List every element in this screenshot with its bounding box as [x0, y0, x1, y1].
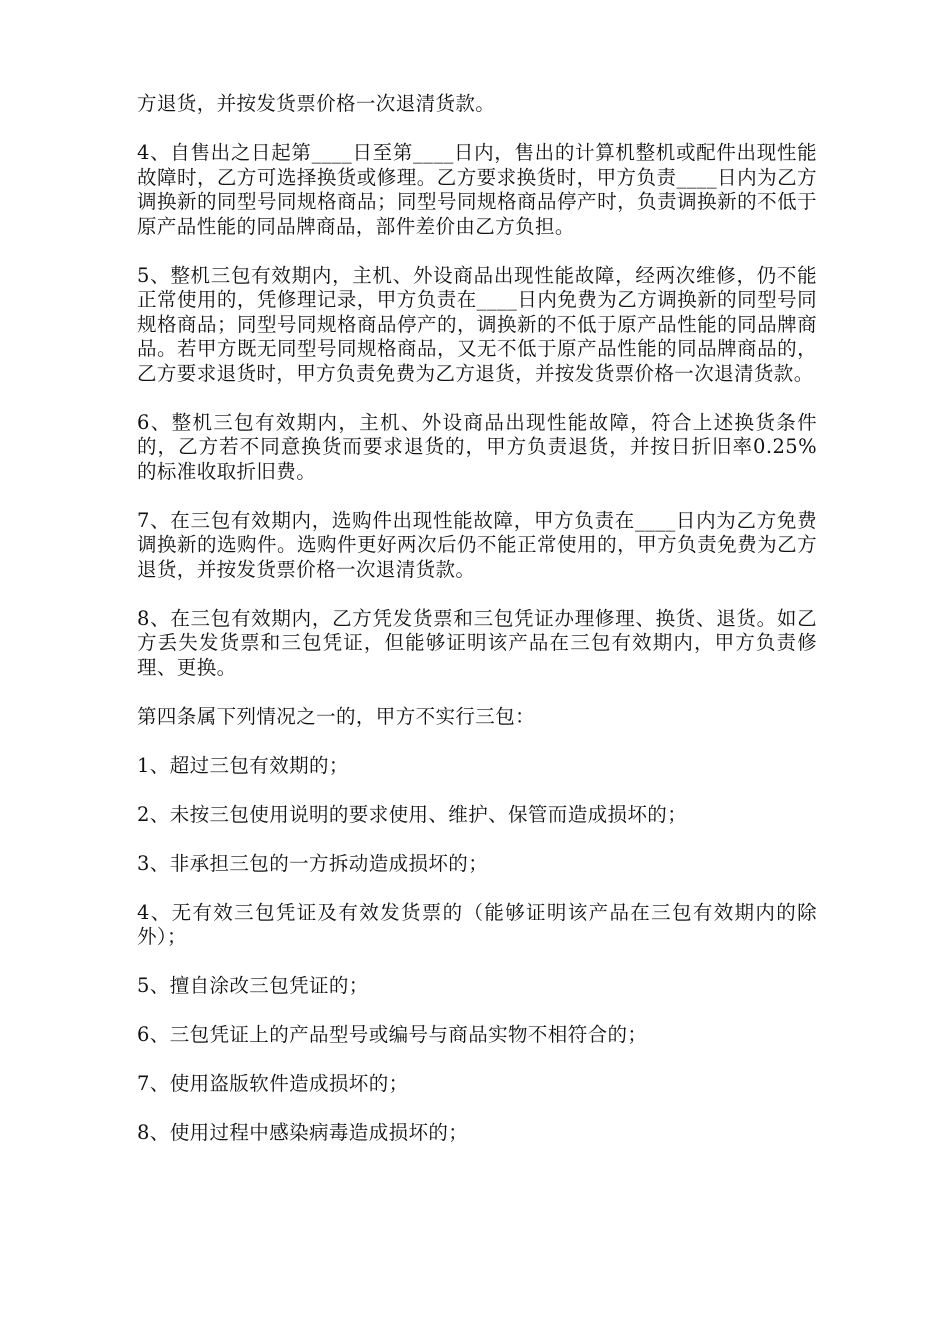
list-item-exclusion-6: 6、三包凭证上的产品型号或编号与商品实物不相符合的； — [137, 1023, 648, 1046]
paragraph-clause-5-repair: 5、整机三包有效期内，主机、外设商品出现性能故障，经两次维修，仍不能正常使用的，凭修理记录，甲方负责在____日内免费为乙方调换新的同型号同规格商品；同型号同规格商品停产的，调换新的不低于原产品性能的同品牌商品。若甲方既无同型号同规格商品，又无不低于原产品性能的同品牌商品的，乙方要求退货时，甲方负责免费为乙方退货，并按发货票价格一次退清货款。 — [137, 263, 817, 385]
list-item-exclusion-4: 4、无有效三包凭证及有效发货票的（能够证明该产品在三包有效期内的除外）； — [137, 900, 817, 948]
document-page — [137, 92, 817, 1170]
list-item-exclusion-2: 2、未按三包使用说明的要求使用、维护、保管而造成损坏的； — [137, 802, 688, 826]
paragraph-clause-4-exchange: 4、自售出之日起第____日至第____日内，售出的计算机整机或配件出现性能故障时，乙方可选择换货或修理。乙方要求换货时，甲方负责____日内为乙方调换新的同型号同规格商品；同型号同规格商品停产时，负责调换新的不低于原产品性能的同品牌商品，部件差价由乙方负担。 — [137, 141, 817, 238]
paragraph-clause-8-invoice: 8、在三包有效期内，乙方凭发货票和三包凭证办理修理、换货、退货。如乙方丢失发货票和三包凭证，但能够证明该产品在三包有效期内，甲方负责修理、更换。 — [137, 606, 817, 679]
paragraph-clause-7-optional-parts: 7、在三包有效期内，选购件出现性能故障，甲方负责在____日内为乙方免费调换新的选购件。选购件更好两次后仍不能正常使用的，甲方负责免费为乙方退货，并按发货票价格一次退清货款。 — [137, 508, 817, 581]
list-item-exclusion-1: 1、超过三包有效期的； — [137, 753, 349, 777]
paragraph-clause-6-return: 6、整机三包有效期内，主机、外设商品出现性能故障，符合上述换货条件的，乙方若不同意换货而要求退货的，甲方负责退货，并按日折旧率0.25%的标准收取折旧费。 — [137, 410, 817, 483]
list-item-exclusion-3: 3、非承担三包的一方拆动造成损坏的； — [137, 851, 489, 875]
paragraph-refund-continuation: 方退货，并按发货票价格一次退清货款。 — [137, 92, 496, 115]
list-item-exclusion-8: 8、使用过程中感染病毒造成损坏的； — [137, 1121, 469, 1144]
list-item-exclusion-7: 7、使用盗版软件造成损坏的； — [137, 1072, 409, 1095]
list-item-exclusion-5: 5、擅自涂改三包凭证的； — [137, 974, 369, 997]
paragraph-article-4-heading: 第四条属下列情况之一的，甲方不实行三包： — [137, 704, 536, 728]
